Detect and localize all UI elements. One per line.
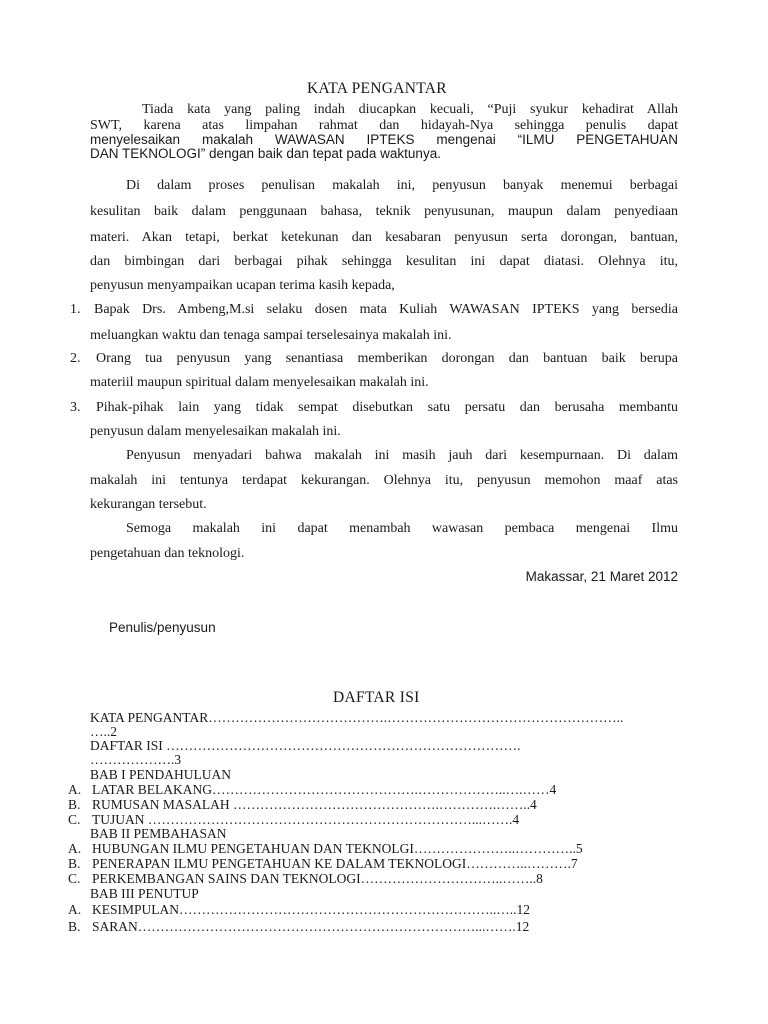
toc-item: SARAN…………………………………………………………………...…….12 [92, 919, 530, 934]
paragraph-line: pengetahuan dan teknologi. [90, 546, 245, 561]
toc-item: PENERAPAN ILMU PENGETAHUAN KE DALAM TEKNOLOGI…………..……….7 [92, 856, 578, 871]
list-item-line: Bapak Drs. Ambeng,M.si selaku dosen mata Kuliah WAWASAN IPTEKS yang bersedia [94, 302, 678, 317]
toc-item-letter: B. [68, 919, 81, 934]
paragraph-line: kesulitan baik dalam penggunaan bahasa, teknik penyusunan, maupun dalam penyediaan [90, 204, 678, 219]
list-item-line: materiil maupun spiritual dalam menyelesaikan makalah ini. [90, 375, 429, 390]
toc-item: RUMUSAN MASALAH ……………………………………….………….……..4 [92, 797, 537, 812]
list-number: 1. [70, 302, 81, 317]
toc-item-letter: C. [68, 812, 81, 827]
toc-item-letter: B. [68, 856, 81, 871]
list-item-line: Pihak-pihak lain yang tidak sempat disebutkan satu persatu dan berusaha membantu [96, 400, 678, 415]
paragraph-line: Tiada kata yang paling indah diucapkan kecuali, “Puji syukur kehadirat Allah [142, 102, 678, 117]
toc-item: LATAR BELAKANG……………………………………….………………..….……4 [92, 782, 557, 797]
toc-line: ……………….3 [90, 752, 182, 767]
paragraph-line: materi. Akan tetapi, berkat ketekunan dan kesabaran penyusun serta dorongan, bantuan, [90, 230, 678, 245]
place-date: Makassar, 21 Maret 2012 [525, 569, 678, 584]
paragraph-line: Di dalam proses penulisan makalah ini, penyusun banyak menemui berbagai [126, 178, 678, 193]
paragraph-line: DAN TEKNOLOGI” dengan baik dan tepat pada waktunya. [90, 146, 441, 161]
toc-item-letter: A. [68, 902, 82, 917]
toc-title: DAFTAR ISI [333, 689, 420, 706]
toc-item: HUBUNGAN ILMU PENGETAHUAN DAN TEKNOLGI…………………..…………..5 [92, 841, 583, 856]
paragraph-line: Semoga makalah ini dapat menambah wawasan pembaca mengenai Ilmu [126, 521, 678, 536]
paragraph-line: SWT, karena atas limpahan rahmat dan hidayah-Nya sehingga penulis dapat [90, 118, 678, 133]
paragraph-line: makalah ini tentunya terdapat kekurangan. Olehnya itu, penyusun memohon maaf atas [90, 473, 678, 488]
toc-section-heading: BAB I PENDAHULUAN [90, 767, 231, 782]
toc-line: DAFTAR ISI ……………………………………………………………………. [90, 738, 521, 753]
toc-item: TUJUAN ………………………………………………………………...…….4 [92, 812, 520, 827]
paragraph-line: kekurangan tersebut. [90, 497, 207, 512]
toc-line: KATA PENGANTAR………………………………….…………………………………………….. [90, 710, 624, 725]
paragraph-line: Penyusun menyadari bahwa makalah ini masih jauh dari kesempurnaan. Di dalam [126, 448, 678, 463]
toc-line: …..2 [90, 724, 117, 739]
toc-item-letter: A. [68, 841, 82, 856]
toc-section-heading: BAB III PENUTUP [90, 886, 199, 901]
list-item-line: penyusun dalam menyelesaikan makalah ini. [90, 424, 341, 439]
toc-item: KESIMPULAN……………………………………………………………..…..12 [92, 902, 531, 917]
paragraph-line: menyelesaikan makalah WAWASAN IPTEKS mengenai “ILMU PENGETAHUAN [90, 132, 678, 147]
list-number: 3. [70, 400, 81, 415]
paragraph-line: dan bimbingan dari berbagai pihak sehingga kesulitan ini dapat diatasi. Olehnya itu, [90, 254, 678, 269]
list-item-line: meluangkan waktu dan tenaga sampai terselesainya makalah ini. [90, 328, 452, 343]
paragraph-line: penyusun menyampaikan ucapan terima kasih kepada, [90, 278, 395, 293]
page-title: KATA PENGANTAR [307, 80, 447, 97]
toc-item-letter: A. [68, 782, 82, 797]
list-number: 2. [70, 351, 81, 366]
toc-item-letter: B. [68, 797, 81, 812]
list-item-line: Orang tua penyusun yang senantiasa memberikan dorongan dan bantuan baik berupa [96, 351, 678, 366]
signature-label: Penulis/penyusun [109, 620, 216, 635]
toc-item: PERKEMBANGAN SAINS DAN TEKNOLOGI…………………………..……..8 [92, 871, 543, 886]
toc-item-letter: C. [68, 871, 81, 886]
toc-section-heading: BAB II PEMBAHASAN [90, 826, 227, 841]
